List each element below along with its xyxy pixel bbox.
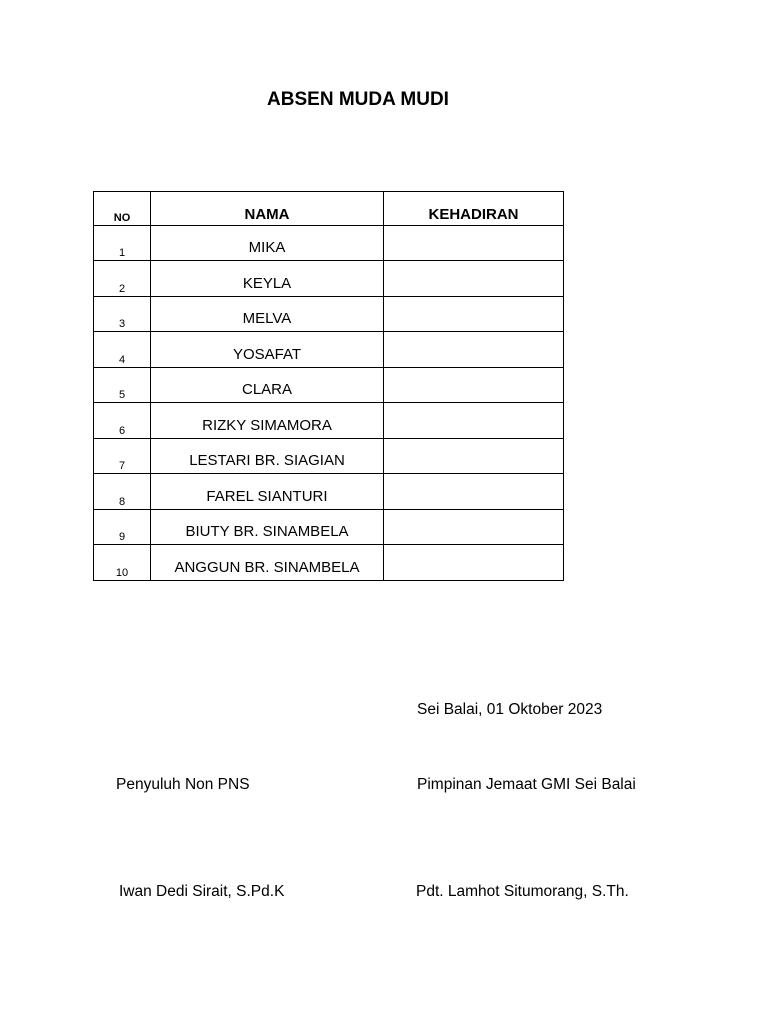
table-row xyxy=(94,261,564,297)
row-attendance-cell xyxy=(384,332,564,368)
row-number: 8 xyxy=(94,474,151,510)
row-number: 7 xyxy=(94,438,151,474)
right-signer-name: Pdt. Lamhot Situmorang, S.Th. xyxy=(416,883,629,900)
right-signer-role: Pimpinan Jemaat GMI Sei Balai xyxy=(417,776,636,793)
row-attendance-cell xyxy=(384,367,564,403)
row-name: LESTARI BR. SIAGIAN xyxy=(151,438,384,474)
row-attendance-cell xyxy=(384,509,564,545)
row-number: 6 xyxy=(94,403,151,439)
table-row xyxy=(94,296,564,332)
row-number: 4 xyxy=(94,332,151,368)
row-attendance-cell xyxy=(384,225,564,261)
left-signer-role: Penyuluh Non PNS xyxy=(116,776,250,793)
row-name: FAREL SIANTURI xyxy=(151,474,384,510)
row-attendance-cell xyxy=(384,403,564,439)
column-header-nama: NAMA xyxy=(151,192,384,226)
row-name: CLARA xyxy=(151,367,384,403)
table-row xyxy=(94,545,564,581)
table-row xyxy=(94,367,564,403)
row-attendance-cell xyxy=(384,438,564,474)
row-attendance-cell xyxy=(384,261,564,297)
row-number: 3 xyxy=(94,296,151,332)
row-attendance-cell xyxy=(384,474,564,510)
left-signer-name: Iwan Dedi Sirait, S.Pd.K xyxy=(119,883,285,900)
row-attendance-cell xyxy=(384,545,564,581)
row-name: RIZKY SIMAMORA xyxy=(151,403,384,439)
row-number: 10 xyxy=(94,545,151,581)
row-attendance-cell xyxy=(384,296,564,332)
table-row xyxy=(94,438,564,474)
attendance-table xyxy=(93,191,564,581)
table-row xyxy=(94,509,564,545)
row-number: 5 xyxy=(94,367,151,403)
row-name: ANGGUN BR. SINAMBELA xyxy=(151,545,384,581)
table-row xyxy=(94,332,564,368)
table-row xyxy=(94,474,564,510)
row-number: 1 xyxy=(94,225,151,261)
column-header-kehadiran: KEHADIRAN xyxy=(384,192,564,226)
row-name: KEYLA xyxy=(151,261,384,297)
row-name: MIKA xyxy=(151,225,384,261)
row-name: BIUTY BR. SINAMBELA xyxy=(151,509,384,545)
page-title: ABSEN MUDA MUDI xyxy=(267,89,449,110)
row-number: 9 xyxy=(94,509,151,545)
table-header-row xyxy=(94,192,564,226)
table-row xyxy=(94,225,564,261)
table-row xyxy=(94,403,564,439)
row-name: MELVA xyxy=(151,296,384,332)
column-header-no: NO xyxy=(94,192,151,226)
row-number: 2 xyxy=(94,261,151,297)
place-date: Sei Balai, 01 Oktober 2023 xyxy=(417,701,603,718)
row-name: YOSAFAT xyxy=(151,332,384,368)
